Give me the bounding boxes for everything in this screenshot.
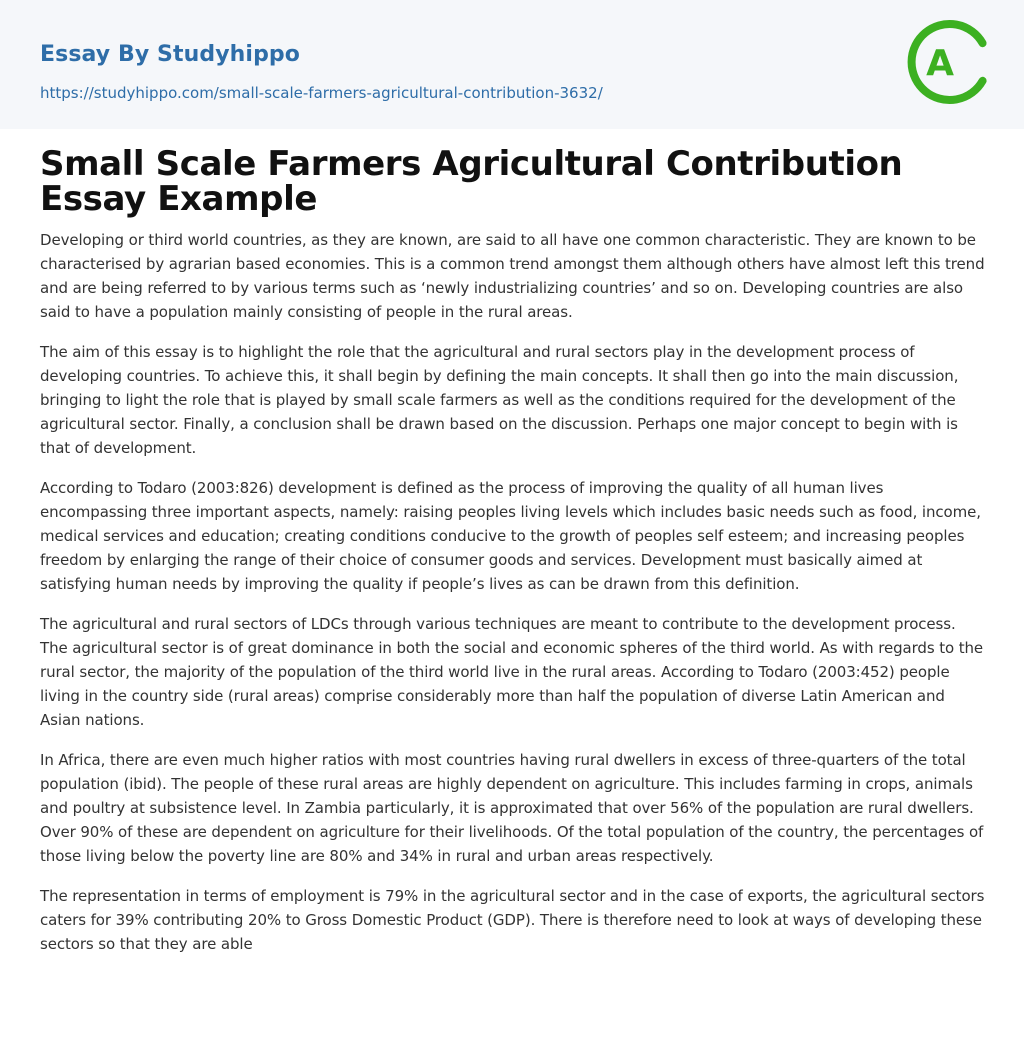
article-paragraph: According to Todaro (2003:826) development is defined as the process of improving the quality of all human lives encompassing three important aspects, namely: raising peoples living levels which includes basic needs such as food, income, medical services and education; creating conditions conducive to the growth of peoples self esteem; and increasing peoples freedom by enlarging the range of their choice of consumer goods and services. Development must basically aimed at satisfying human needs by improving the quality if people’s lives as can be drawn from this definition. — [40, 479, 981, 593]
site-header — [0, 0, 1024, 129]
article-body — [40, 228, 986, 972]
article-paragraph: The aim of this essay is to highlight the role that the agricultural and rural sectors play in the development process of developing countries. To achieve this, it shall begin by defining the main concepts. It shall then go into the main discussion, bringing to light the role that is played by small scale farmers as well as the conditions required for the development of the agricultural sector. Finally, a conclusion shall be drawn based on the discussion. Perhaps one major concept to begin with is that of development. — [40, 343, 959, 457]
logo-letter: A — [926, 43, 954, 84]
article-title: Small Scale Farmers Agricultural Contribution Essay Example — [40, 144, 903, 219]
studyhippo-logo-icon[interactable] — [906, 18, 994, 106]
page-url-link[interactable]: https://studyhippo.com/small-scale-farmers-agricultural-contribution-3632/ — [40, 84, 603, 102]
article-paragraph: In Africa, there are even much higher ratios with most countries having rural dwellers in excess of three-quarters of the total population (ibid). The people of these rural areas are highly dependent on agriculture. This includes farming in crops, animals and poultry at subsistence level. In Zambia particularly, it is approximated that over 56% of the population are rural dwellers. Over 90% of these are dependent on agriculture for their livelihoods. Of the total population of the country, the percentages of those living below the poverty line are 80% and 34% in rural and urban areas respectively. — [40, 751, 984, 865]
site-brand[interactable]: Essay By Studyhippo — [40, 42, 300, 67]
article-paragraph: Developing or third world countries, as they are known, are said to all have one common characteristic. They are known to be characterised by agrarian based economies. This is a common trend amongst them although others have almost left this trend and are being referred to by various terms such as ‘newly industrializing countries’ and so on. Developing countries are also said to have a population mainly consisting of people in the rural areas. — [40, 231, 985, 321]
article-paragraph: The agricultural and rural sectors of LDCs through various techniques are meant to contribute to the development process. The agricultural sector is of great dominance in both the social and economic spheres of the third world. As with regards to the rural sector, the majority of the population of the third world live in the rural areas. According to Todaro (2003:452) people living in the country side (rural areas) comprise considerably more than half the population of diverse Latin American and Asian nations. — [40, 615, 984, 729]
article-paragraph: The representation in terms of employment is 79% in the agricultural sector and in the case of exports, the agricultural sectors caters for 39% contributing 20% to Gross Domestic Product (GDP). There is therefore need to look at ways of developing these sectors so that they are able — [40, 887, 985, 953]
